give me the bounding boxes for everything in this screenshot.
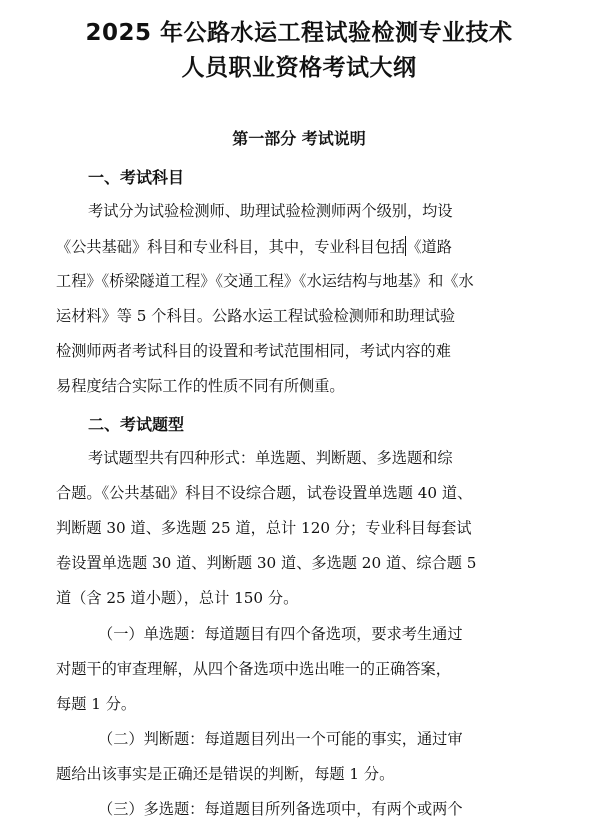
paragraph-line: 易程度结合实际工作的性质不同有所侧重。 [56, 377, 345, 395]
paragraph-line-text: 《公共基础》科目和专业科目，其中，专业科目包括 [56, 238, 406, 256]
item-multiple-choice-line: （三）多选题：每道题目所列备选项中，有两个或两个 [98, 800, 463, 818]
section-heading-question-types: 二、考试题型 [88, 415, 185, 434]
item-single-choice-line: 对题干的审查理解，从四个备选项中选出唯一的正确答案， [56, 660, 451, 678]
item-true-false-line: 题给出该事实是正确还是错误的判断，每题 1 分。 [56, 765, 395, 783]
paragraph-line: 合题。《公共基础》科目不设综合题，试卷设置单选题 40 道、 [56, 484, 473, 502]
paragraph-line: 判断题 30 道、多选题 25 道，总计 120 分；专业科目每套试 [56, 519, 472, 537]
paragraph-line: 检测师两者考试科目的设置和考试范围相同，考试内容的难 [56, 342, 451, 360]
paragraph-line: 运材料》等 5 个科目。公路水运工程试验检测师和助理试验 [56, 307, 456, 325]
part-heading: 第一部分 考试说明 [232, 129, 366, 148]
paragraph-line: 道（含 25 道小题），总计 150 分。 [56, 589, 299, 607]
paragraph-line [56, 236, 452, 257]
item-single-choice-line: 每题 1 分。 [56, 695, 137, 713]
item-true-false-line: （二）判断题：每道题目列出一个可能的事实，通过审 [98, 730, 463, 748]
paragraph-line: 考试分为试验检测师、助理试验检测师两个级别，均设 [88, 202, 453, 220]
paragraph-line: 考试题型共有四种形式：单选题、判断题、多选题和综 [88, 449, 453, 467]
paragraph-line-text: 《道路 [406, 238, 452, 256]
document-title-line-2: 人员职业资格考试大纲 [181, 55, 417, 81]
item-single-choice-line: （一）单选题：每道题目有四个备选项，要求考生通过 [98, 625, 463, 643]
section-heading-subjects: 一、考试科目 [88, 168, 185, 187]
document-title-line-1: 2025 年公路水运工程试验检测专业技术 [85, 20, 513, 46]
paragraph-line: 工程》《桥梁隧道工程》《交通工程》《水运结构与地基》和《水 [56, 272, 474, 290]
paragraph-line: 卷设置单选题 30 道、判断题 30 道、多选题 20 道、综合题 5 [56, 554, 477, 572]
